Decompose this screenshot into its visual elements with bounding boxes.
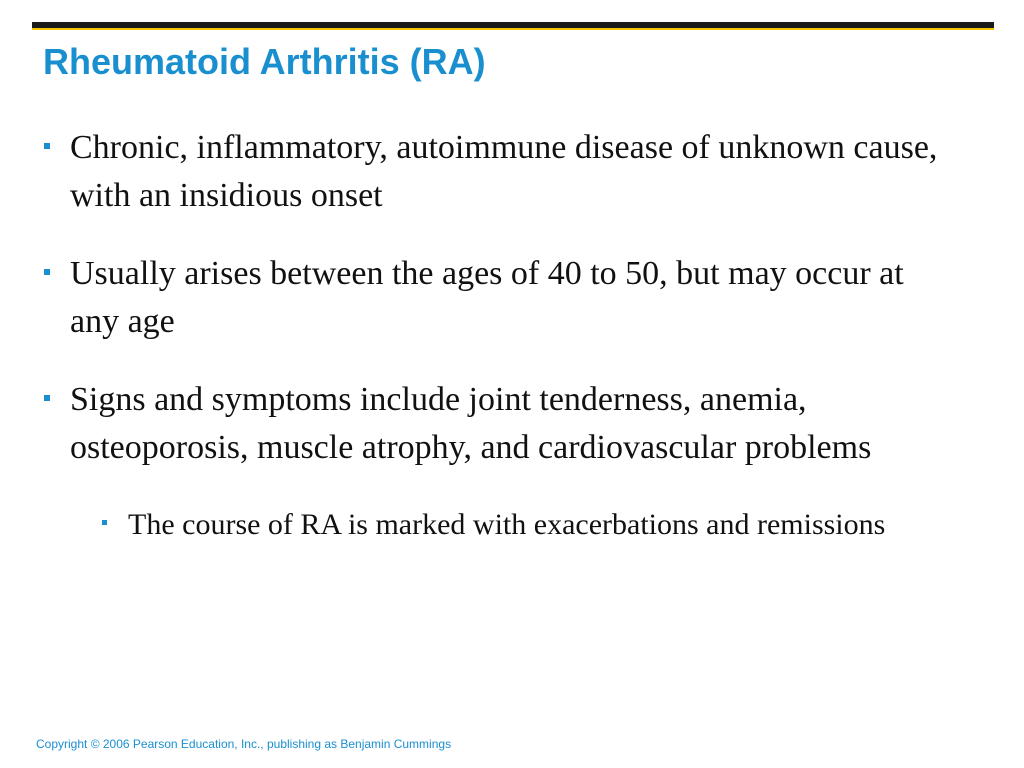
bullet-text: Usually arises between the ages of 40 to 50, but may occur at any age [70,255,904,340]
square-bullet-icon [102,520,107,525]
sub-bullet-item [100,502,942,547]
square-bullet-icon [44,269,50,275]
title-rule [32,22,994,30]
square-bullet-icon [44,395,50,401]
slide-title: Rheumatoid Arthritis (RA) [43,41,486,82]
bullet-item [42,376,942,472]
square-bullet-icon [44,143,50,149]
bullet-text: Signs and symptoms include joint tenderness, anemia, osteoporosis, muscle atrophy, and cardiovascular problems [70,381,872,466]
bullet-item [42,124,942,220]
bullet-item [42,250,942,346]
bullet-text: Chronic, inflammatory, autoimmune disease of unknown cause, with an insidious onset [70,129,938,214]
sub-bullet-text: The course of RA is marked with exacerbations and remissions [128,508,886,541]
bullet-list [42,124,942,577]
copyright-footer: Copyright © 2006 Pearson Education, Inc., publishing as Benjamin Cummings [36,737,452,751]
